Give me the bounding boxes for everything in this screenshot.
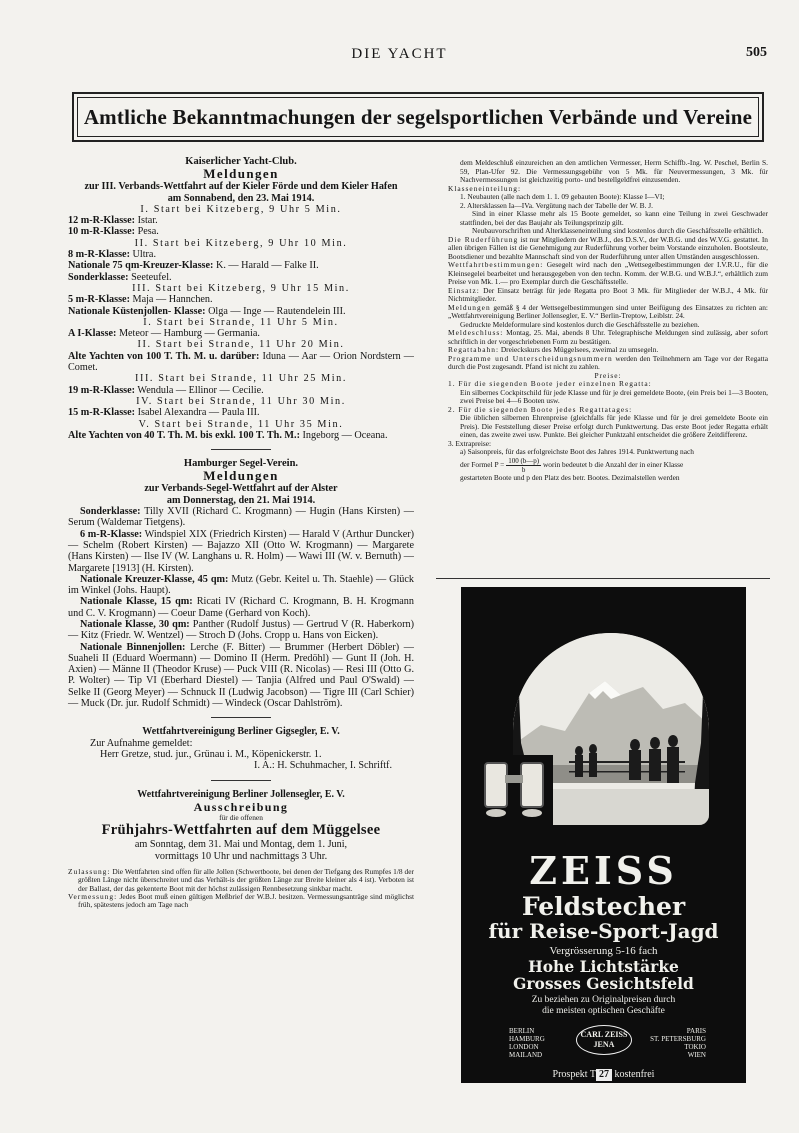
jollen-date-2: vormittags 10 Uhr und nachmittags 3 Uhr. <box>154 850 328 862</box>
prospectus-number: 27 <box>596 1069 612 1081</box>
gig-signature: I. A.: H. Schuhmacher, I. Schriftf. <box>254 760 392 772</box>
divider-right <box>436 578 770 579</box>
kyc-entry <box>68 294 414 305</box>
klassen-1: 1. Neubauten (alle nach dem 1. 1. 09 gebauten Boote): Klasse I—VI; <box>460 192 665 201</box>
para-text: Die Wettfahrten sind offen für alle Jollen (Schwertboote, bei denen der Tiefgang des Rumpfes 1/8 der größten Länge nicht überschreitet und das Verhält-is der größten Länge zur Breite kleiner als 4 ist). Verboten ist der Ballast, der das gekenterte Boot mit der höchst zulässigen Rennbesetzung sinkbar macht. <box>78 866 414 893</box>
class-entries: K. — Harald — Falke II. <box>213 260 319 272</box>
city: ST. PETERSBURG <box>650 1035 706 1043</box>
jollen-org: Wettfahrtvereinigung Berliner Jollensegler, E. V. <box>137 788 345 800</box>
para-label: Die Ruderführung <box>448 234 519 244</box>
class-label: Nationale Kreuzer-Klasse, 45 qm: <box>80 573 229 585</box>
kyc-section <box>68 156 414 441</box>
einsatz <box>448 287 768 304</box>
divider <box>211 449 271 450</box>
para-label: Vermessung: <box>68 892 118 902</box>
gig-section <box>68 726 414 771</box>
para-label: Regattabahn: <box>448 345 499 354</box>
availability-2: die meisten optischen Geschäfte <box>542 1006 665 1016</box>
preise-2-heading: 2. Für die siegenden Boote jedes Regattatages: <box>448 404 633 414</box>
logo-line-2: JENA <box>593 1040 615 1049</box>
formula-line <box>448 457 768 474</box>
class-entries: Maja — Hannchen. <box>129 294 213 306</box>
class-label: Alte Yachten von 100 T. Th. M. u. darüber: <box>68 350 260 362</box>
class-entries: Isabel Alexandra — Paula III. <box>135 407 260 419</box>
formula-numerator: 100 (b—p) <box>508 456 540 465</box>
kyc-entry <box>68 306 414 317</box>
class-label: Alte Yachten von 40 T. Th. M. bis exkl. 100 T. Th. M.: <box>68 429 300 441</box>
vermessung-continued: dem Meldeschluß einzureichen an den amtlichen Vermesser, Herrn Schiffb.-Ing. W. Peschel, Berlin S. 59, Plan-Ufer 92. Die Vermessungsgebühr von 5 Mk. für Neuvermessungen, 3 Mk. für Nachvermessungen ist gleichzeitig porto- und bestellgeldfrei einzusenden. <box>460 158 768 184</box>
class-entries: Lerche (F. Bitter) — Brummer (Herbert Döbler) — Suaheli II (Eduard Woermann) — Domino II (Herm. Predöhl) — Gunt II (Joh. H. Axien) — Männe II (Theodor Kruse) — Puck VIII (R. Nicolas) — Resi III (Otto G. P. Wolter) — Tip VI (Eberhard Diestel) — Tanjia (Alfred und Paul O'Swald) — Selke II (Georg Meyer) — Schnuck II (Ludwig Jacobson) — Tigre III (Carl Schier) — Muck (Dr. jur. Rudolf Schmidt) — Windeck (Oscar Dahlström). <box>68 641 414 710</box>
class-entries: Seeteufel. <box>128 271 172 283</box>
hsv-entry <box>68 596 414 619</box>
meldungen-2: Gedruckte Meldeformulare sind kostenlos durch die Geschäftsstelle zu beziehen. <box>460 319 700 329</box>
para-label: Meldungen <box>448 302 491 312</box>
kyc-start-7: IV. Start bei Strande, 11 Uhr 30 Min. <box>136 395 346 407</box>
class-entries: Iduna — Aar — Orion Nordstern — Comet. <box>68 350 414 374</box>
kyc-entry <box>68 328 414 339</box>
class-entries: Windspiel XIX (Friedrich Kirsten) — Harald V (Arthur Duncker) — Schelm (Robert Kirsten) — Bajazzo XII (Otto W. Krogmann) — Margarete (Hans Kirsten) — Ilse IV (W. Langhans u. R. Holm) — Wawi III (W. v. Bernuth) — Margarete [1913] (H. Kirsten). <box>68 528 414 574</box>
hsv-section <box>68 458 414 709</box>
class-label: Nationale Klasse, 15 qm: <box>80 596 193 608</box>
jollen-section <box>68 789 414 910</box>
page-number: 505 <box>746 45 767 60</box>
kyc-start-1: I. Start bei Kitzeberg, 9 Uhr 5 Min. <box>140 203 342 215</box>
kyc-entry <box>68 351 414 374</box>
brand-name: ZEISS <box>529 848 678 893</box>
preise-3-heading: 3. Extrapreise: <box>448 438 492 448</box>
klassen-heading: Klasseneinteilung: <box>448 183 522 193</box>
kyc-start-5: II. Start bei Strande, 11 Uhr 20 Min. <box>137 339 345 351</box>
class-label: Nationale 75 qm-Kreuzer-Klasse: <box>68 260 214 272</box>
kyc-entry <box>68 407 414 418</box>
carl-zeiss-logo <box>576 1025 632 1055</box>
class-entries: Ingeborg — Oceana. <box>299 429 388 441</box>
class-label: Nationale Klasse, 30 qm: <box>80 618 190 630</box>
city: WIEN <box>687 1051 706 1059</box>
feature-2: Grosses Gesichtsfeld <box>513 974 694 993</box>
availability-1: Zu beziehen zu Originalpreisen durch <box>531 995 676 1005</box>
klassen-2: 2. Altersklassen Ia—IVa. Vergütung nach der Tabelle der W. B. J. <box>460 200 654 210</box>
class-label: Sonderklasse: <box>68 271 129 283</box>
city: HAMBURG <box>509 1035 545 1043</box>
meldeschluss <box>448 329 768 346</box>
para-label: Zulassung: <box>68 866 111 876</box>
class-entries: Tilly XVII (Richard C. Krogmann) — Hugin (Hans Kirsten) — Serum (Waldemar Tietgens). <box>68 506 414 529</box>
left-column <box>68 156 414 910</box>
advertisement-copy <box>461 849 746 1081</box>
preise-2-text: Die üblichen silbernen Ehrenpreise (gleichfalls für jede Klasse und für je drei gemeldete Boote ein Preis). Die Feststellung dieser Preise erfolgt durch Punktwertung. Das erste Boot jeder Regatta erhält einen, das zweite zwei usw. Punkte. Bei gleicher Punktzahl entscheidet die größere Zeitdifferenz. <box>460 413 768 439</box>
meldungen <box>448 304 768 321</box>
class-label: 6 m-R-Klasse: <box>80 528 143 540</box>
product-use: für Reise-Sport-Jagd <box>488 919 719 943</box>
kyc-meldungen: Meldungen <box>203 166 279 182</box>
programme <box>448 355 768 372</box>
journal-title: DIE YACHT <box>351 46 448 62</box>
page-header <box>0 44 799 64</box>
para-label: Programme und Unterscheidungsnummern <box>448 353 613 363</box>
class-entries: Olga — Inge — Rautendelein III. <box>205 305 346 317</box>
prospectus-line <box>461 1069 746 1081</box>
right-column <box>448 159 768 482</box>
para-text: werden den Teilnehmern am Tage vor der Regatta durch die Post zugesandt. Pfand ist nicht zu zahlen. <box>448 353 768 371</box>
city: LONDON <box>509 1043 539 1051</box>
ruderfuehrung <box>448 236 768 262</box>
kyc-date: am Sonnabend, den 23. Mai 1914. <box>167 192 315 204</box>
kyc-entry <box>68 226 414 237</box>
para-text: Dreieckskurs des Müggelsees, zweimal zu umsegeln. <box>499 345 659 354</box>
prospectus-text: Prospekt T <box>552 1069 596 1080</box>
binoculars-icon <box>477 755 553 827</box>
formula-fraction <box>506 457 541 474</box>
kyc-entry <box>68 215 414 226</box>
jollen-zulassung <box>68 868 414 893</box>
jollen-title: Frühjahrs-Wettfahrten auf dem Müggelsee <box>101 822 381 839</box>
section-banner <box>72 92 764 142</box>
class-label: 15 m-R-Klasse: <box>68 407 136 419</box>
formula-denominator: b <box>521 465 526 474</box>
para-text: Montag, 25. Mai, abends 8 Uhr. Telegraphische Meldungen sind zulässig, aber sofort schriftlich in der vorgeschriebenen Form zu bestätigen. <box>448 328 768 346</box>
class-label: 8 m-R-Klasse: <box>68 249 130 261</box>
wettfahrtbestimmungen <box>448 261 768 287</box>
class-label: Nationale Binnenjollen: <box>80 641 186 653</box>
formula-tail: worin bedeutet b die Anzahl der in einer Klasse <box>541 459 684 469</box>
hsv-meldungen: Meldungen <box>203 468 279 484</box>
magnification: Vergrösserung 5-16 fach <box>549 945 658 957</box>
hsv-subtitle: zur Verbands-Segel-Wettfahrt auf der Alster <box>144 483 338 495</box>
hsv-entry <box>68 574 414 597</box>
feature-1: Hohe Lichtstärke <box>528 957 679 976</box>
class-entries: Pesa. <box>135 226 159 238</box>
class-entries: Panther (Rudolf Justus) — Gertrud V (R. Haberkorn) — Kitz (Friedr. W. Wentzel) — Stroch D (Johs. Cropp u. Hans von Eicken). <box>68 618 414 642</box>
cities-right <box>650 1027 706 1059</box>
city: BERLIN <box>509 1027 535 1035</box>
kyc-start-2: II. Start bei Kitzeberg, 9 Uhr 10 Min. <box>134 237 348 249</box>
jollen-fuer: für die offenen <box>219 812 263 822</box>
kyc-start-4: I. Start bei Strande, 11 Uhr 5 Min. <box>143 316 339 328</box>
preise-1-text: Ein silbernes Cockpitschild für jede Klasse und für je drei gemeldete Boote, (ein Preis bei 1—3 Booten, zwei Preise bei 4—6 Booten usw. <box>460 387 768 405</box>
kyc-org: Kaiserlicher Yacht-Club. <box>185 156 297 167</box>
kyc-start-3: III. Start bei Kitzeberg, 9 Uhr 15 Min. <box>132 282 350 294</box>
kyc-entry <box>68 249 414 260</box>
klassen-3: Sind in einer Klasse mehr als 15 Boote gemeldet, so kann eine Teilung in zwei Geschwader stattfinden, bei der das Baujahr als Teilungsprinzip gilt. <box>460 209 768 227</box>
para-text: Gesegelt wird nach den „Wettsegelbestimmungen der I.V.R.U., für die Kleinsegelei bearbeitet und herausgegeben von den techn. Komm. der W.B.G. und W.B.J.“, erhältlich zum Preise von Mk. 1.— pro Exemplar durch die Geschäftsstelle. <box>448 260 768 286</box>
branch-cities <box>461 1023 746 1069</box>
jollen-ausschreibung: Ausschreibung <box>193 799 289 814</box>
preise-heading: Preise: <box>594 370 622 380</box>
hsv-entry <box>68 642 414 710</box>
klassen-4: Neubauvorschriften und Alterklasseneinteilung sind kostenlos durch die Geschäftsstelle erhältlich. <box>472 226 764 235</box>
formula-lead: der Formel P = <box>460 459 507 469</box>
jollen-date-1: am Sonntag, dem 31. Mai und Montag, dem 1. Juni, <box>134 839 348 851</box>
hsv-entry <box>68 506 414 529</box>
preise-1-heading: 1. Für die siegenden Boote jeder einzelnen Regatta: <box>448 379 652 388</box>
kyc-entry <box>68 430 414 441</box>
para-text: ist nur Mitgliedern der W.B.J., des D.S.V., der W.B.G. und des W.V.G. gestattet. In allen übrigen Fällen ist die Genehmigung zur Ruderführung vorher beim Vorstande einzuholen. Bootsleute, Bootsdiener und bezahlte Mannschaft sind von der Ruderführung unter allen Umständen ausgeschlossen. <box>448 234 768 261</box>
hsv-org: Hamburger Segel-Verein. <box>183 458 299 470</box>
kyc-start-8: V. Start bei Strande, 11 Uhr 35 Min. <box>138 418 344 430</box>
zeiss-advertisement <box>461 587 746 1083</box>
class-label: Sonderklasse: <box>80 506 141 518</box>
logo-line-1: CARL ZEISS <box>580 1030 628 1039</box>
divider <box>211 717 271 718</box>
city: PARIS <box>686 1027 706 1035</box>
class-entries: Mutz (Gebr. Keitel u. Th. Staehle) — Glück im Winkel (Johs. Haupt). <box>68 573 414 597</box>
class-label: Nationale Küstenjollen- Klasse: <box>68 305 206 317</box>
hsv-entry <box>68 529 414 574</box>
class-label: 12 m-R-Klasse: <box>68 215 136 227</box>
para-label: Meldeschluss: <box>448 328 504 337</box>
class-label: 10 m-R-Klasse: <box>68 226 136 238</box>
para-text: gemäß § 4 der Wettsegelbestimmungen sind unter Beifügung des Einsatzes zu richten an: „Wettfahrtvereinigung Berliner Jollensegler, E. V.“ Berlin-Treptow, Leiblstr. 24. <box>448 302 768 320</box>
class-entries: Istar. <box>135 215 158 227</box>
cities-left <box>509 1027 545 1059</box>
city: TOKIO <box>684 1043 706 1051</box>
gig-line-1: Zur Aufnahme gemeldet: <box>90 737 193 749</box>
kyc-entry <box>68 385 414 396</box>
class-label: 5 m-R-Klasse: <box>68 294 130 306</box>
kyc-entry <box>68 272 414 283</box>
kyc-entry <box>68 260 414 271</box>
hsv-date: am Donnerstag, den 21. Mai 1914. <box>166 494 316 506</box>
gig-line-2: Herr Gretze, stud. jur., Grünau i. M., Köpenickerstr. 1. <box>100 748 322 760</box>
para-text: Jedes Boot muß einen gültigen Meßbrief der W.B.J. besitzen. Vermessungsanträge sind möglichst früh, spätestens jedoch am Tage nach <box>78 892 414 910</box>
banner-text: Amtliche Bekanntmachungen der segelsportlichen Verbände und Vereine <box>77 97 759 137</box>
jollen-vermessung <box>68 893 414 910</box>
city: MAILAND <box>509 1051 543 1059</box>
preise-3a: a) Saisonpreis, für das erfolgreichste Boot des Jahres 1914. Punktwertung nach <box>460 447 694 456</box>
para-label: Wettfahrtbestimmungen: <box>448 260 544 269</box>
para-label: Einsatz: <box>448 285 480 295</box>
para-text: Der Einsatz beträgt für jede Regatta pro Boot 3 Mk. für Mitglieder der W.B.J., 4 Mk. für Nichtmitglieder. <box>448 285 768 303</box>
gig-org: Wettfahrtvereinigung Berliner Gigsegler, E. V. <box>142 726 340 738</box>
class-entries: Ricati IV (Richard C. Krogmann, B. H. Krogmann und C. V. Krogmann) — Coeur Dame (Gerhard von Koch). <box>68 596 414 619</box>
class-entries: Ultra. <box>129 249 156 261</box>
hsv-entry <box>68 619 414 642</box>
class-label: 19 m-R-Klasse: <box>68 384 136 396</box>
class-entries: Wendula — Ellinor — Cecilie. <box>135 384 264 396</box>
kyc-start-6: III. Start bei Strande, 11 Uhr 25 Min. <box>134 373 348 385</box>
divider <box>211 780 271 781</box>
class-entries: Meteor — Hamburg — Germania. <box>116 328 260 340</box>
product-name: Feldstecher <box>521 892 686 921</box>
preise-3c: gestarteten Boote und p den Platz des betr. Bootes. Dezimalstellen werden <box>460 472 680 482</box>
kyc-subtitle: zur III. Verbands-Wettfahrt auf der Kieler Förde und dem Kieler Hafen <box>84 181 398 193</box>
class-label: A I-Klasse: <box>68 328 117 340</box>
prospectus-free: kostenfrei <box>611 1069 655 1080</box>
